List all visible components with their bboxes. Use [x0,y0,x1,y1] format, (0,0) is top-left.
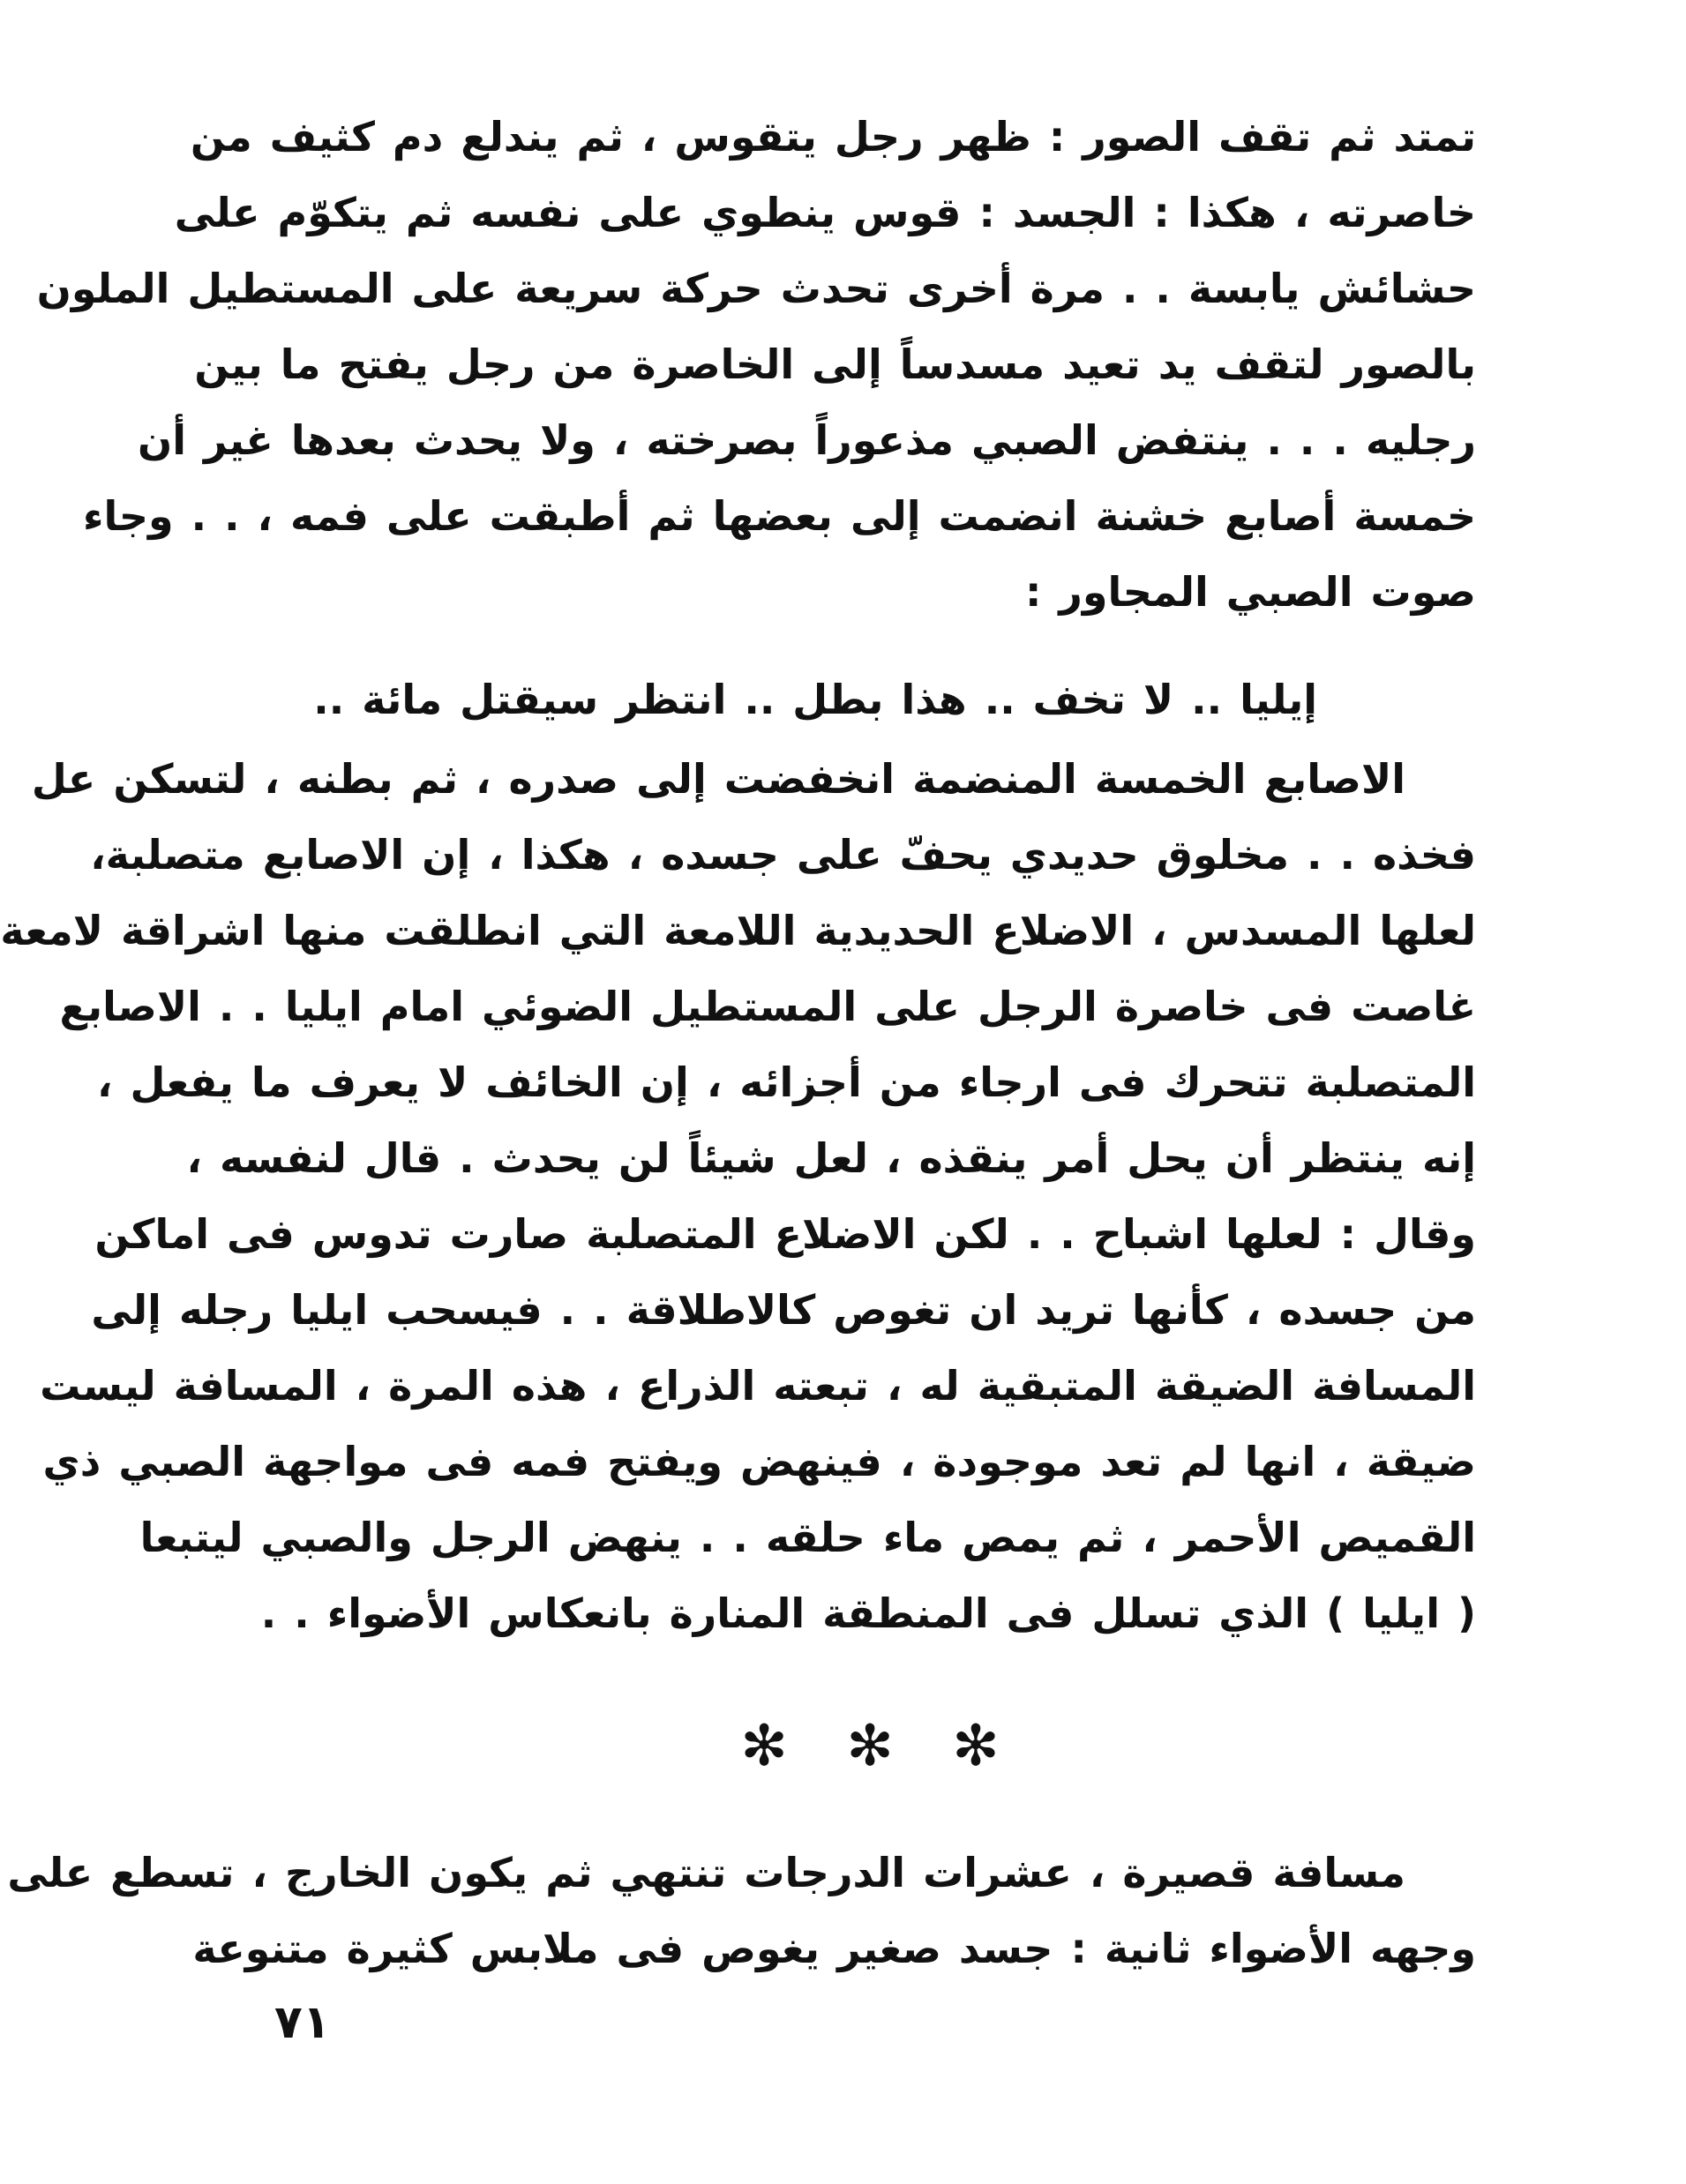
text-line: تمتد ثم تقف الصور : ظهر رجل يتقوس ، ثم يندلع دم كثيف من [190,113,1476,161]
paragraph-1 [36,99,1476,630]
text-line: صوت الصبي المجاور : [1024,568,1476,616]
text-line: رجليه . . . ينتفض الصبي مذعوراً بصرخته ، ولا يحدث بعدها غير أن [137,416,1476,464]
quote-line: إيليا .. لا تخف .. هذا بطل .. انتظر سيقتل مائة .. [313,676,1317,723]
text-line: مسافة قصيرة ، عشرات الدرجات تنتهي ثم يكون الخارج ، تسطع على [7,1849,1405,1896]
text-line: غاصت فى خاصرة الرجل على المستطيل الضوئي امام ايليا . . الاصابع [59,983,1476,1030]
text-line: حشائش يابسة . . مرة أخرى تحدث حركة سريعة على المستطيل الملون [36,265,1476,312]
text-line: فخذه . . مخلوق حديدي يحفّ على جسده ، هكذا ، إن الاصابع متصلبة، [90,831,1476,879]
text-line: بالصور لتقف يد تعيد مسدساً إلى الخاصرة من رجل يفتح ما بين [194,340,1476,388]
text-line: ( ايليا ) الذي تسلل فى المنطقة المنارة بانعكاس الأضواء . . [260,1589,1476,1637]
text-line: وقال : لعلها اشباح . . لكن الاضلاع المتصلبة صارت تدوس فى اماكن [94,1210,1476,1258]
text-line: الاصابع الخمسة المنضمة انخفضت إلى صدره ، ثم بطنه ، لتسكن عل [31,755,1405,803]
text-line: ضيقة ، انها لم تعد موجودة ، فينهض ويفتح فمه فى مواجهة الصبي ذي [42,1438,1476,1485]
text-line: لعلها المسدس ، الاضلاع الحديدية اللامعة التي انطلقت منها اشراقة لامعة [0,907,1476,954]
paragraph-3 [7,1835,1476,1986]
text-line: خمسة أصابع خشنة انضمت إلى بعضها ثم أطبقت على فمه ، . . وجاء [83,492,1476,540]
text-line: وجهه الأضواء ثانية : جسد صغير يغوص فى ملابس كثيرة متنوعة [192,1925,1476,1972]
text-line: خاصرته ، هكذا : الجسد : قوس ينطوي على نفسه ثم يتكوّم على [174,189,1476,236]
text-line: المسافة الضيقة المتبقية له ، تبعته الذراع ، هذه المرة ، المسافة ليست [40,1362,1476,1410]
text-line: القميص الأحمر ، ثم يمص ماء حلقه . . ينهض الرجل والصبي ليتبعا [139,1514,1476,1561]
text-line: المتصلبة تتحرك فى ارجاء من أجزائه ، إن الخائف لا يعرف ما يفعل ، [97,1058,1476,1106]
text-line: من جسده ، كأنها تريد ان تغوص كالاطلاقة . . فيسحب ايليا رجله إلى [91,1286,1476,1334]
page-number: ٧١ [274,1996,331,2049]
text-line: إنه ينتظر أن يحل أمر ينقذه ، لعل شيئاً لن يحدث . قال لنفسه ، [186,1134,1476,1182]
quoted-speech [294,662,1476,737]
section-separator: ✻ ✻ ✻ [740,1714,1019,1779]
paragraph-2 [0,741,1476,1651]
